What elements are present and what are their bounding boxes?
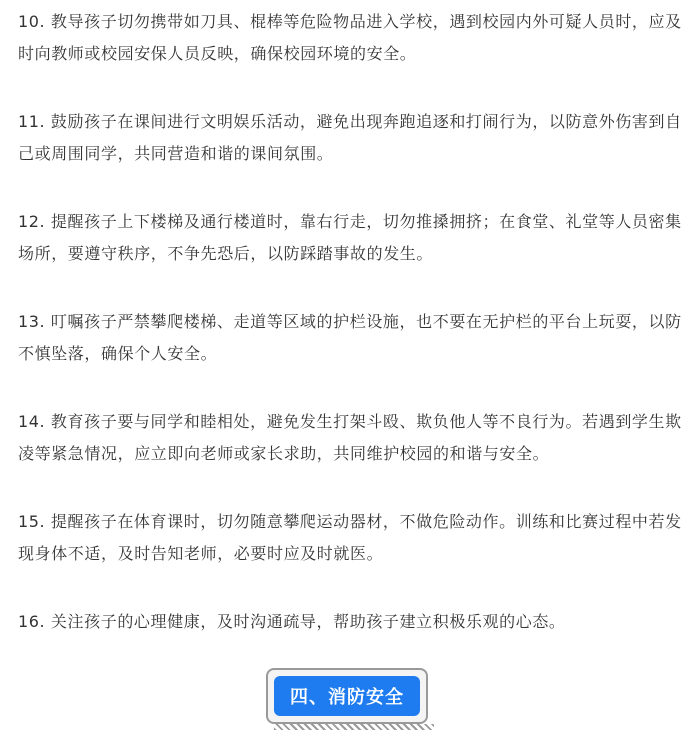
section-heading-fire-safety: 四、消防安全 <box>274 676 420 716</box>
paragraph-14: 14. 教育孩子要与同学和睦相处，避免发生打架斗殴、欺负他人等不良行为。若遇到学生欺凌等紧急情况，应立即向老师或家长求助，共同维护校园的和谐与安全。 <box>18 412 682 463</box>
paragraph-12: 12. 提醒孩子上下楼梯及通行楼道时，靠右行走，切勿推搡拥挤；在食堂、礼堂等人员密集场所，要遵守秩序，不争先恐后，以防踩踏事故的发生。 <box>18 212 682 263</box>
paragraph-11: 11. 鼓励孩子在课间进行文明娱乐活动，避免出现奔跑追逐和打闹行为，以防意外伤害到自己或周围同学，共同营造和谐的课间氛围。 <box>18 112 682 163</box>
paragraph-16: 16. 关注孩子的心理健康，及时沟通疏导，帮助孩子建立积极乐观的心态。 <box>18 612 566 631</box>
paragraph-10: 10. 教导孩子切勿携带如刀具、棍棒等危险物品进入学校，遇到校园内外可疑人员时，应及时向教师或校园安保人员反映，确保校园环境的安全。 <box>18 12 682 63</box>
article-body <box>18 6 682 638</box>
paragraph-15: 15. 提醒孩子在体育课时，切勿随意攀爬运动器材，不做危险动作。训练和比赛过程中若发现身体不适，及时告知老师，必要时应及时就医。 <box>18 512 682 563</box>
paragraph-13: 13. 叮嘱孩子严禁攀爬楼梯、走道等区域的护栏设施，也不要在无护栏的平台上玩耍，以防不慎坠落，确保个人安全。 <box>18 312 682 363</box>
section-heading-frame <box>266 668 428 724</box>
